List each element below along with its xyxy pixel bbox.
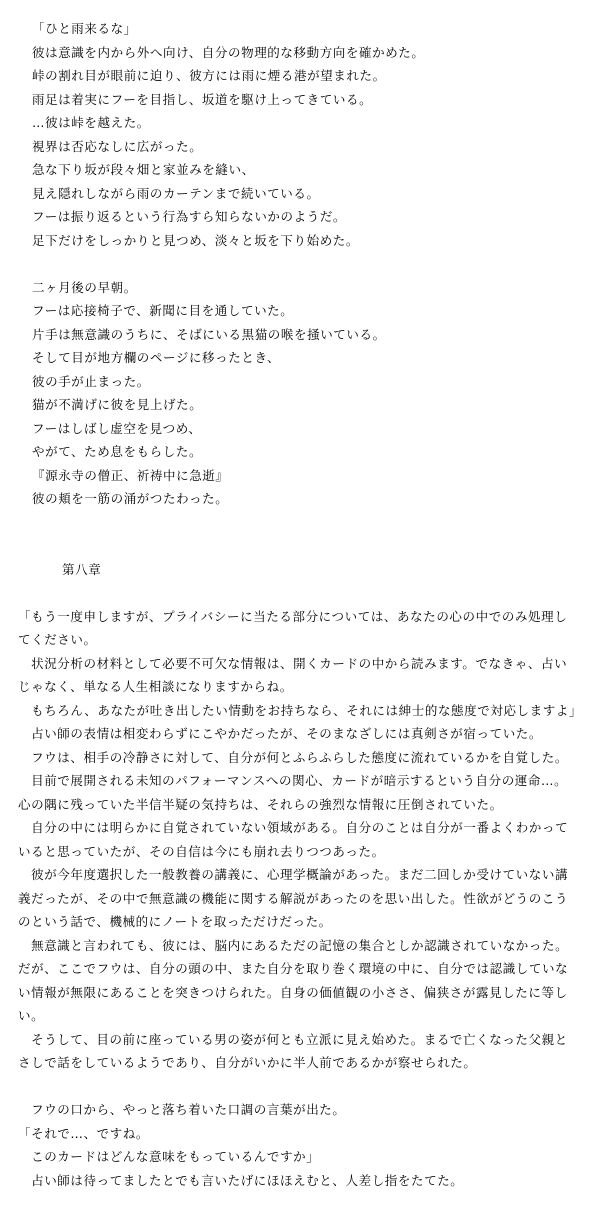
text-line: 片手は無意識のうちに、そばにいる黒猫の喉を掻いている。 xyxy=(32,327,386,342)
text-line: フーはしばし虚空を見つめ、 xyxy=(32,421,202,436)
text-line: 彼の頬を一筋の涌がつたわった。 xyxy=(32,491,229,506)
text-line: じゃなく、単なる人生相談になりますからね。 xyxy=(18,679,293,694)
text-line: 彼は意識を内から外へ向け、自分の物理的な移動方向を確かめた。 xyxy=(32,45,425,60)
text-line: フウは、相手の冷静さに対して、自分が何とふらふらした態度に流れているかを自覚した。 xyxy=(18,750,568,765)
text-line: い。 xyxy=(18,1008,45,1023)
text-line: 目前で展開される未知のパフォーマンスへの関心、カードが暗示するという自分の運命…。 xyxy=(18,773,568,788)
text-line: 急な下り坂が段々畑と家並みを縫い、 xyxy=(32,162,255,177)
text-line: 見え隠れしながら雨のカーテンまで続いている。 xyxy=(32,186,320,201)
text-line: 彼の手が止まった。 xyxy=(32,374,150,389)
text-line: 峠の割れ目が眼前に迫り、彼方には雨に煙る港が望まれた。 xyxy=(32,68,386,83)
text-line: フーは振り返るという行為すら知らないかのようだ。 xyxy=(32,209,347,224)
text-line: …彼は峠を越えた。 xyxy=(32,115,150,130)
text-line: 足下だけをしっかりと見つめ、淡々と坂を下り始めた。 xyxy=(32,233,360,248)
text-line: てください。 xyxy=(18,632,97,647)
text-line: 猫が不満げに彼を見上げた。 xyxy=(32,397,203,412)
text-line: 占い師の表情は相変わらずにこやかだったが、そのまなざしには真剣さが宿っていた。 xyxy=(18,726,543,741)
text-line: 義だったが、その中で無意識の機能に関する解説があったのを思い出した。性欲がどうのこう xyxy=(18,891,569,906)
text-line: さしで話をしているようであり、自分がいかに半人前であるかが察せられた。 xyxy=(18,1055,477,1070)
text-line: 占い師は待ってましたとでも言いたげにほほえむと、人差し指をたてた。 xyxy=(18,1173,464,1188)
text-line: やがて、ため息をもらした。 xyxy=(32,444,203,459)
text-line: 雨足は着実にフーを目指し、坂道を駆け上ってきている。 xyxy=(32,92,373,107)
text-line: フウの口から、やっと落ち着いた口調の言葉が出た。 xyxy=(18,1102,346,1117)
text-line: このカードはどんな意味をもっているんですか」 xyxy=(18,1149,320,1164)
chapter-title: 第八章 xyxy=(62,562,102,577)
text-line: 「もう一度申しますが、プライバシーに当たる部分については、あなたの心の中でのみ処理し xyxy=(18,609,568,624)
text-line: 自分の中には明らかに自覚されていない領域がある。自分のことは自分が一番よくわかって xyxy=(18,820,569,835)
text-line: 無意識と言われても、彼には、脳内にあるただの記憶の集合としか認識されていなかった。 xyxy=(18,938,569,953)
text-line: い情報が無限にあることを突きつけられた。自身の価値観の小ささ、偏狭さが露見したに等し xyxy=(18,985,568,1000)
text-line: そして目が地方欄のページに移ったとき、 xyxy=(32,350,281,365)
text-line: もちろん、あなたが吐き出したい情動をお持ちなら、それには紳士的な態度で対応しますよ」 xyxy=(18,703,583,718)
text-line: そうして、目の前に座っている男の姿が何とも立派に見え始めた。まるで亡くなった父親と xyxy=(18,1032,568,1047)
text-line: 「それで…、ですね。 xyxy=(18,1126,150,1141)
text-line: のという話で、機械的にノートを取っただけだった。 xyxy=(18,914,332,929)
text-line: 視界は否応なしに広がった。 xyxy=(32,139,203,154)
text-line: 『源永寺の僧正、祈祷中に急逝』 xyxy=(32,468,229,483)
text-line: 状況分析の材料として必要不可欠な情報は、開くカードの中から読みます。でなきゃ、占い xyxy=(18,656,568,671)
text-line: 「ひと雨来るな」 xyxy=(32,21,137,36)
text-line: 彼が今年度選択した一般教養の講義に、心理学概論があった。まだ二回しか受けていない講 xyxy=(18,867,569,882)
text-line: フーは応接椅子で、新聞に目を通していた。 xyxy=(32,303,294,318)
text-line: 心の隅に残っていた半信半疑の気持ちは、それらの強烈な情報に圧倒されていた。 xyxy=(18,797,503,812)
text-line: だが、ここでフウは、自分の頭の中、また自分を取り巻く環境の中に、自分では認識していな xyxy=(18,961,569,976)
text-line: 二ヶ月後の早朝。 xyxy=(32,280,137,295)
text-line: いると思っていたが、その自信は今にも崩れ去りつつあった。 xyxy=(18,844,385,859)
